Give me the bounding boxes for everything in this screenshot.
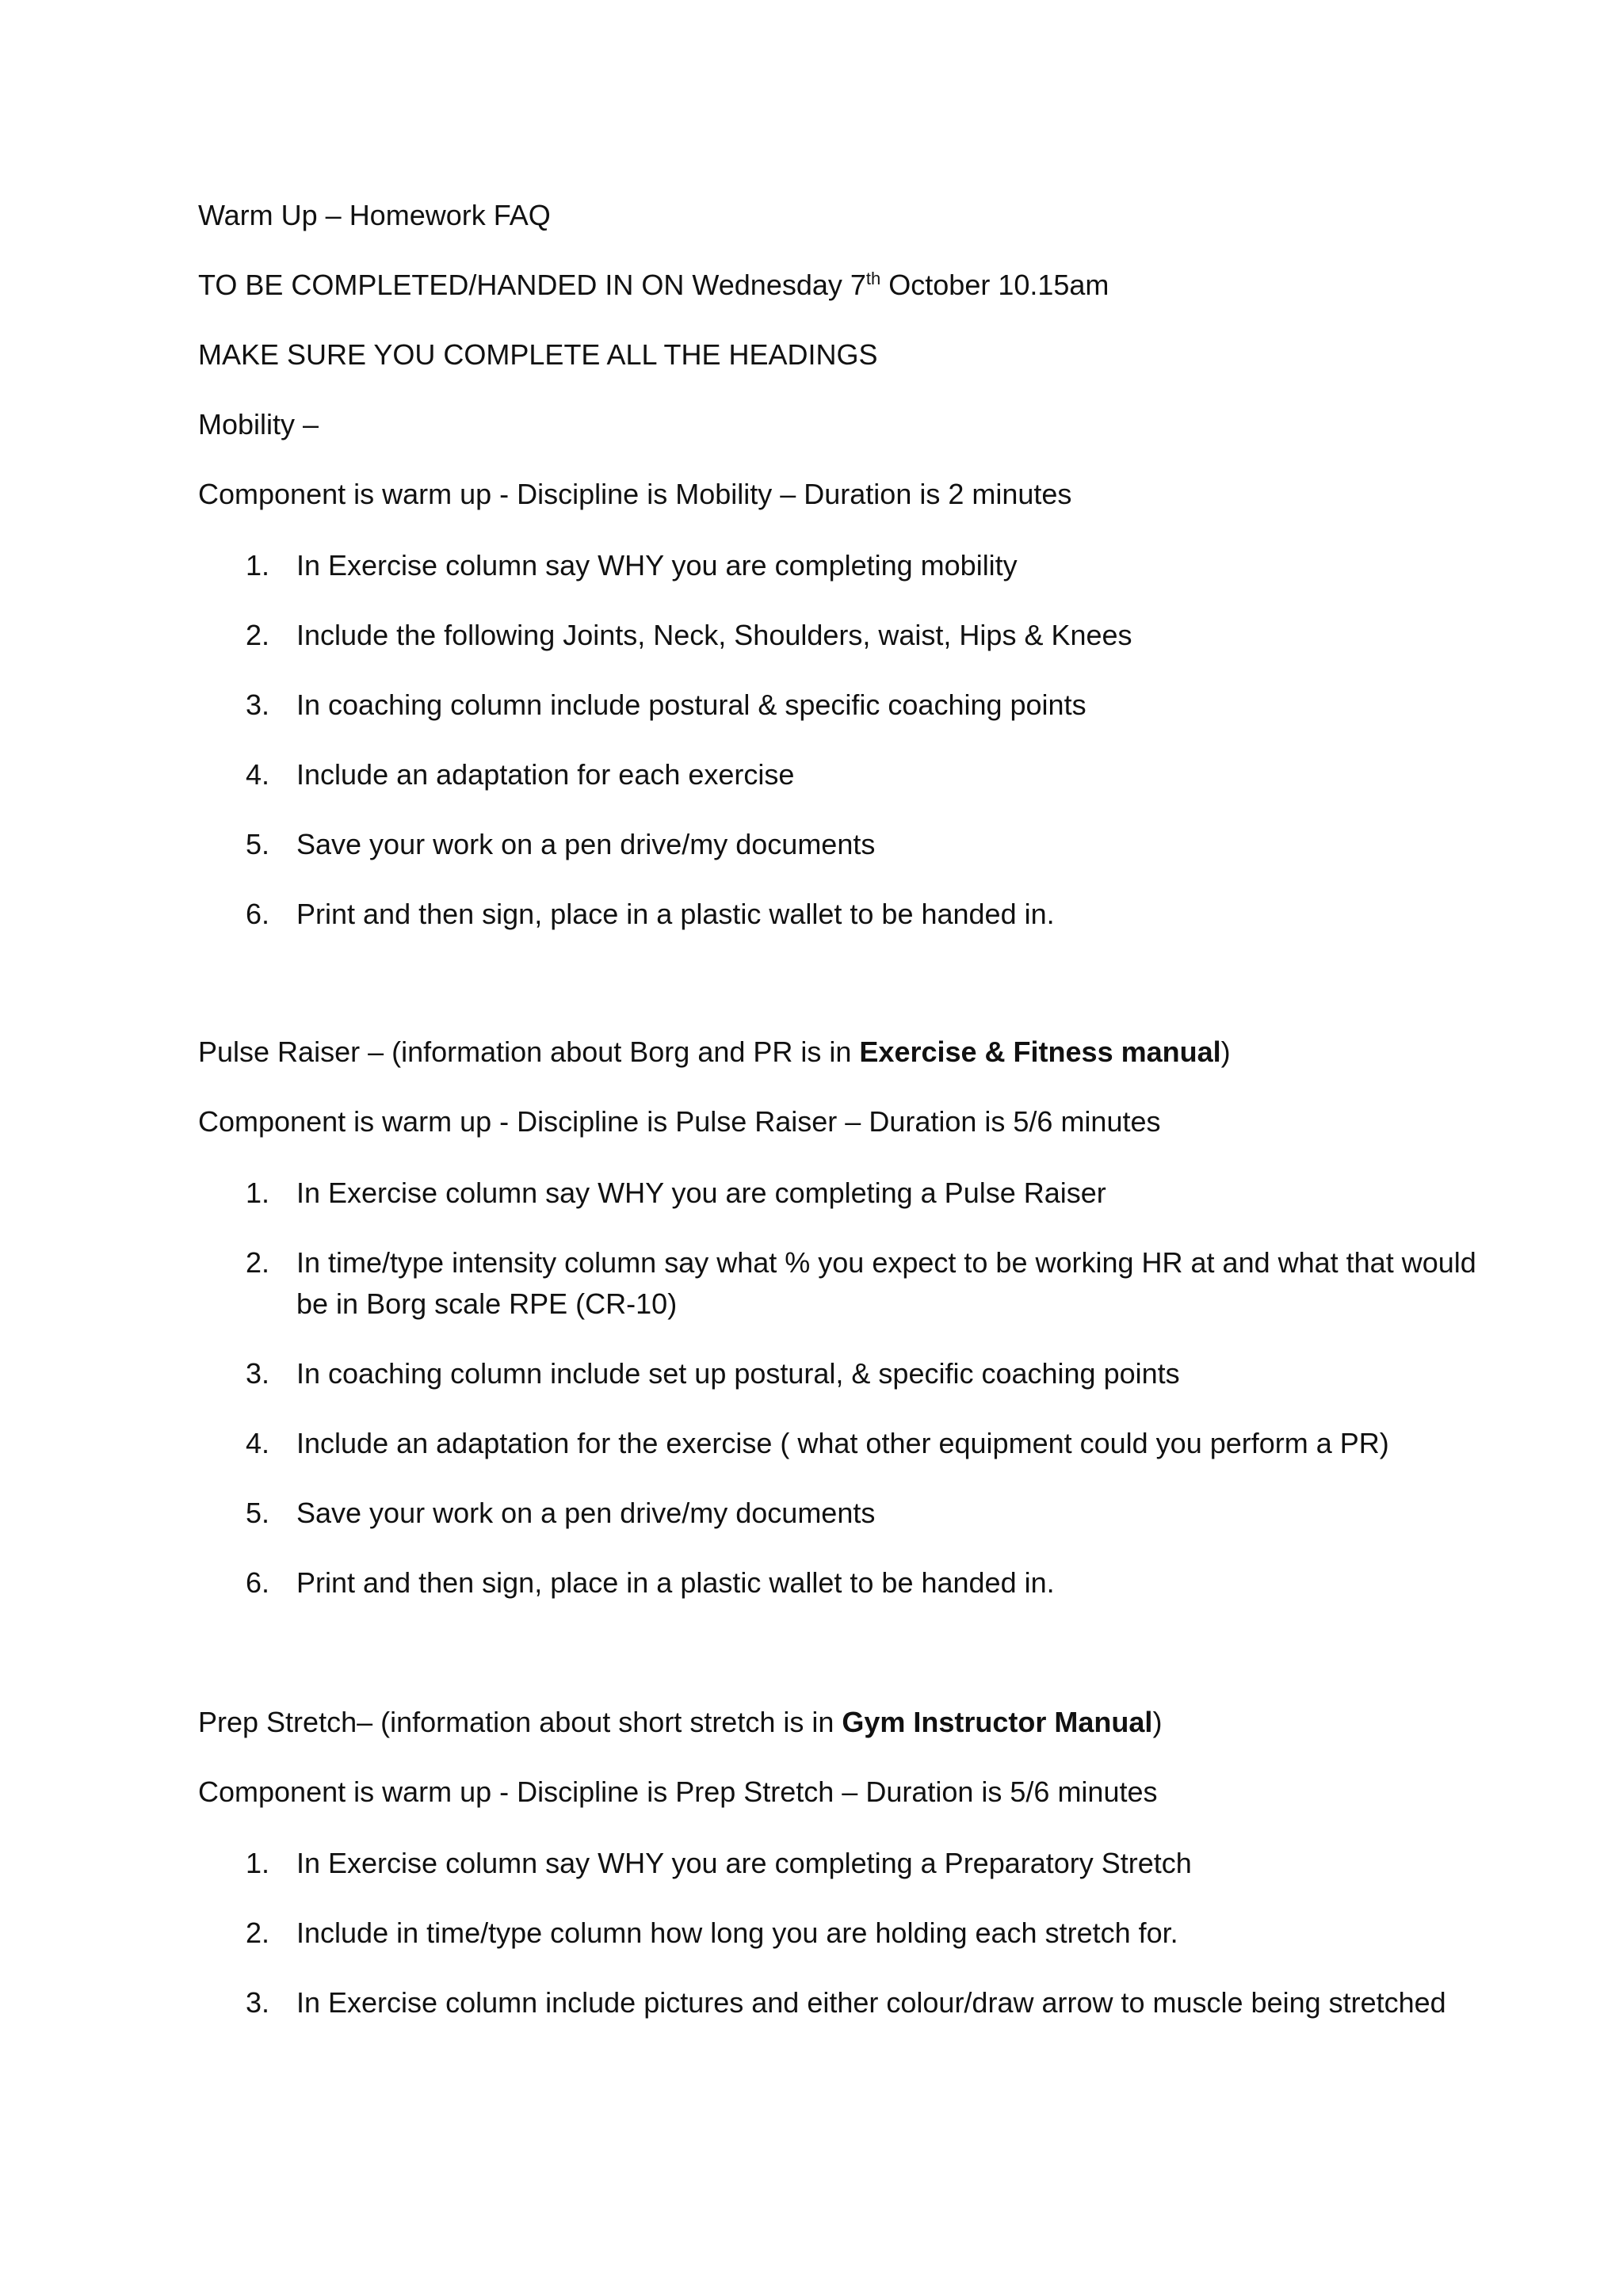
list-number: 6.: [246, 898, 270, 930]
pulse-heading-prefix: Pulse Raiser – (information about Borg and PR is in: [198, 1035, 860, 1068]
list-number: 3.: [246, 1986, 270, 2019]
pulse-raiser-component: Component is warm up - Discipline is Pulse Raiser – Duration is 5/6 minutes: [198, 1105, 1161, 1138]
list-number: 3.: [246, 1357, 270, 1390]
list-text: Include an adaptation for the exercise ( what other equipment could you perform a PR): [296, 1427, 1389, 1459]
list-number: 5.: [246, 1497, 270, 1529]
prep-heading-prefix: Prep Stretch– (information about short stretch is in: [198, 1706, 842, 1738]
due-date-prefix: TO BE COMPLETED/HANDED IN ON Wednesday 7: [198, 269, 866, 301]
list-text: In coaching column include set up postural, & specific coaching points: [296, 1357, 1180, 1390]
list-text: In Exercise column include pictures and either colour/draw arrow to muscle being stretched: [296, 1986, 1446, 2019]
list-text: Include an adaptation for each exercise: [296, 758, 795, 791]
headings-instruction: MAKE SURE YOU COMPLETE ALL THE HEADINGS: [198, 338, 878, 371]
pulse-heading-manual: Exercise & Fitness manual: [859, 1035, 1221, 1068]
pulse-heading-suffix: ): [1220, 1035, 1231, 1068]
list-text: In coaching column include postural & specific coaching points: [296, 688, 1086, 721]
list-number: 2.: [246, 1917, 270, 1949]
due-date-superscript: th: [865, 269, 881, 288]
list-number: 4.: [246, 758, 270, 791]
list-text: Include in time/type column how long you are holding each stretch for.: [296, 1917, 1178, 1949]
due-date-line: [198, 268, 1109, 303]
list-number: 1.: [246, 1847, 270, 1879]
list-text: In time/type intensity column say what % you expect to be working HR at and what that would be in Borg scale RPE (CR-10): [296, 1246, 1476, 1320]
list-text: In Exercise column say WHY you are completing mobility: [296, 549, 1018, 582]
prep-heading-suffix: ): [1152, 1706, 1163, 1738]
due-date-suffix: October 10.15am: [880, 269, 1109, 301]
list-text: In Exercise column say WHY you are completing a Pulse Raiser: [296, 1177, 1106, 1209]
list-text: Save your work on a pen drive/my documents: [296, 1497, 876, 1529]
list-number: 6.: [246, 1566, 270, 1599]
list-number: 4.: [246, 1427, 270, 1459]
list-text: Include the following Joints, Neck, Shoulders, waist, Hips & Knees: [296, 619, 1132, 651]
list-number: 3.: [246, 688, 270, 721]
list-text: In Exercise column say WHY you are completing a Preparatory Stretch: [296, 1847, 1192, 1879]
list-number: 5.: [246, 828, 270, 860]
list-text: Save your work on a pen drive/my documents: [296, 828, 876, 860]
prep-heading-manual: Gym Instructor Manual: [842, 1706, 1153, 1738]
list-text: Print and then sign, place in a plastic wallet to be handed in.: [296, 1566, 1055, 1599]
list-number: 1.: [246, 549, 270, 582]
pulse-raiser-heading: [198, 1035, 1231, 1070]
mobility-heading: Mobility –: [198, 408, 319, 441]
list-number: 1.: [246, 1177, 270, 1209]
list-text: Print and then sign, place in a plastic wallet to be handed in.: [296, 898, 1055, 930]
document-title: Warm Up – Homework FAQ: [198, 199, 551, 231]
prep-stretch-component: Component is warm up - Discipline is Prep Stretch – Duration is 5/6 minutes: [198, 1775, 1158, 1808]
prep-stretch-heading: [198, 1705, 1162, 1740]
list-number: 2.: [246, 619, 270, 651]
list-number: 2.: [246, 1246, 270, 1279]
mobility-component: Component is warm up - Discipline is Mobility – Duration is 2 minutes: [198, 478, 1072, 510]
